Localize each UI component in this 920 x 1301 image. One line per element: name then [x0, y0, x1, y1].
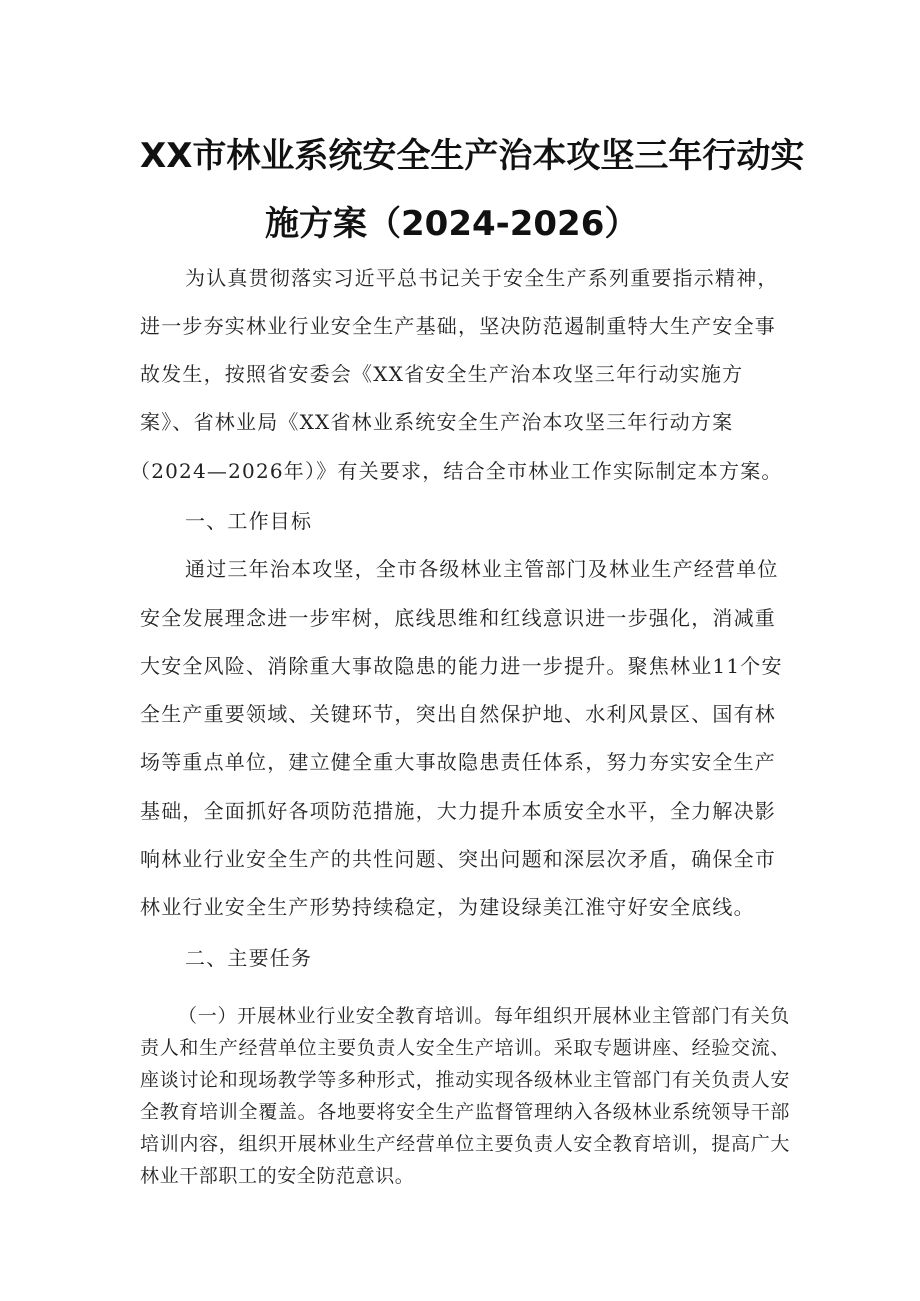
section1-line: 大安全风险、消除重大事故隐患的能力进一步提升。聚焦林业11个安 — [140, 654, 783, 678]
section1-line: 安全发展理念进一步牢树，底线思维和红线意识进一步强化，消减重 — [140, 606, 776, 630]
intro-line: （2024—2026年）》有关要求，结合全市林业工作实际制定本方案。 — [130, 459, 783, 483]
section1-line: 响林业行业安全生产的共性问题、突出问题和深层次矛盾，确保全市 — [140, 847, 776, 871]
section1-line: 基础，全面抓好各项防范措施，大力提升本质安全水平，全力解决影 — [140, 799, 776, 823]
section-heading: 一、工作目标 — [185, 509, 313, 533]
document-title-line-1: XX市林业系统安全生产治本攻坚三年行动实 — [140, 136, 805, 176]
section1-line: 林业行业安全生产形势持续稳定，为建设绿美江淮守好安全底线。 — [140, 895, 755, 919]
intro-line: 为认真贯彻落实习近平总书记关于安全生产系列重要指示精神， — [185, 266, 779, 290]
section1-line: 通过三年治本攻坚，全市各级林业主管部门及林业生产经营单位 — [185, 557, 779, 581]
section-heading: 二、主要任务 — [185, 946, 313, 970]
document-title-line-2: 施方案（2024-2026） — [265, 204, 639, 244]
intro-line: 案》、省林业局《XX省林业系统安全生产治本攻坚三年行动方案 — [140, 410, 734, 434]
section1-line: 场等重点单位，建立健全重大事故隐患责任体系，努力夯实安全生产 — [140, 750, 776, 774]
section2-item-1: （一）开展林业行业安全教育培训。每年组织开展林业主管部门有关负责人和生产经营单位主要负责人安全生产培训。采取专题讲座、经验交流、座谈讨论和现场教学等多种形式，推动实现各级林业主管部门有关负责人安全教育培训全覆盖。各地要将安全生产监督管理纳入各级林业系统领导干部培训内容，组织开展林业生产经营单位主要负责人安全教育培训，提高广大林业干部职工的安全防范意识。 — [140, 1005, 790, 1187]
section1-line: 全生产重要领域、关键环节，突出自然保护地、水利风景区、国有林 — [140, 702, 776, 726]
intro-line: 故发生，按照省安委会《XX省安全生产治本攻坚三年行动实施方 — [140, 362, 744, 386]
intro-line: 进一步夯实林业行业安全生产基础，坚决防范遏制重特大生产安全事 — [140, 314, 776, 338]
